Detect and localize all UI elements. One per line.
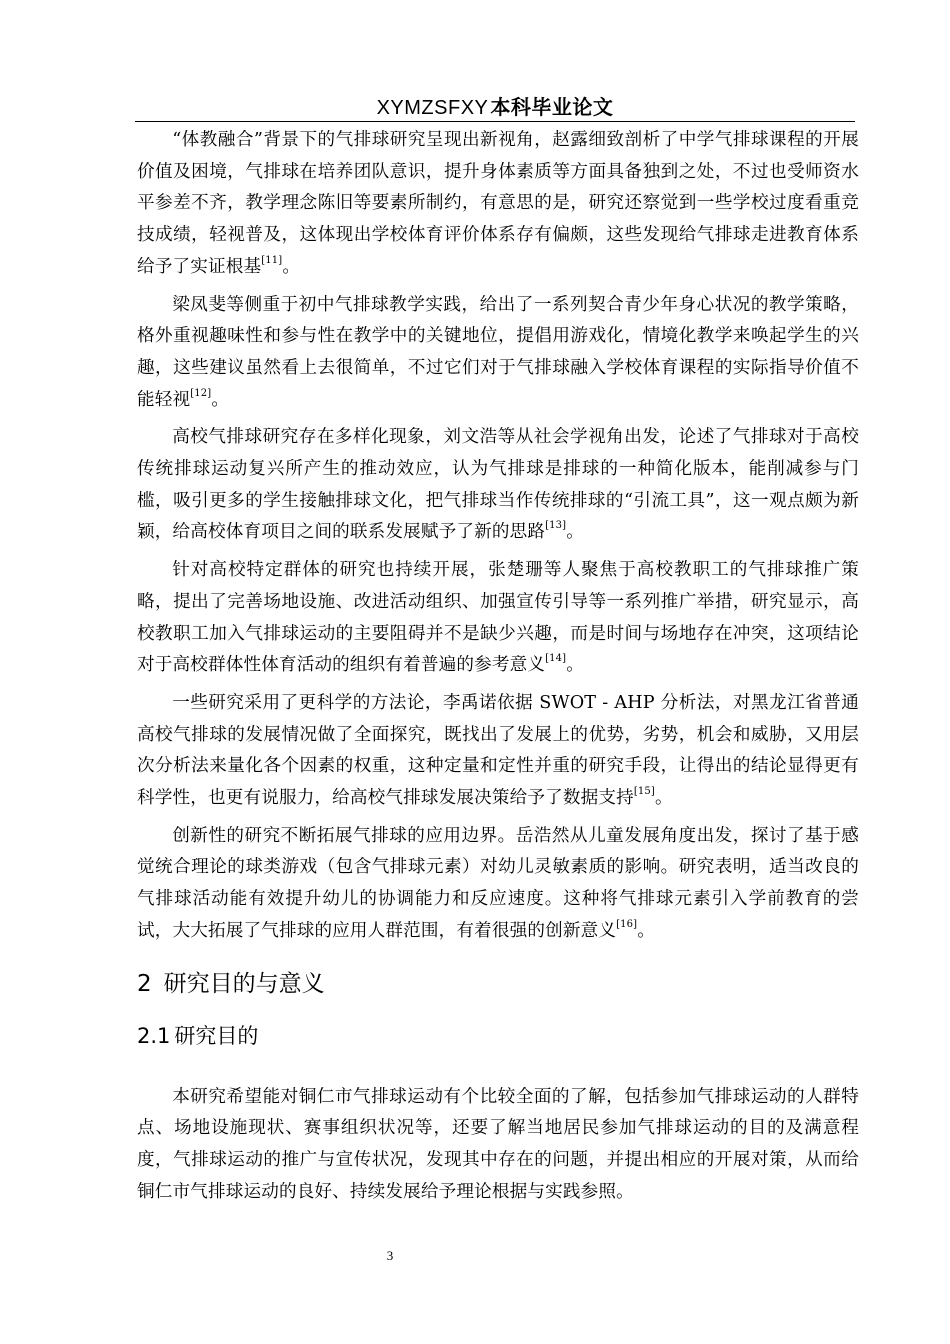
paragraph-zhao-lu: “体教融合”背景下的气排球研究呈现出新视角，赵露细致剖析了中学气排球课程的开展价值及困境，气排球在培养团队意识，提升身体素质等方面具备独到之处，不过也受师资水平参差不齐，教学理念陈旧等要素所制约，有意思的是，研究还察觉到一些学校过度看重竞技成绩，轻视普及，这体现出学校体育评价体系存有偏颇，这些发现给气排球走进教育体系给予了实证根基[11]。 [137,130,859,277]
citation-13: [13] [545,520,567,532]
section-number: 2 [137,970,152,997]
citation-16: [16] [616,918,638,930]
paragraph-li-yunuo: 一些研究采用了更科学的方法论，李禹诺依据 SWOT - AHP 分析法，对黑龙江省普通高校气排球的发展情况做了全面探究，既找出了发展上的优势，劣势，机会和威胁，又用层次分析法来量化各个因素的权重，这种定量和定性并重的研究手段，让得出的结论显得更有科学性，也更有说服力，给高校气排球发展决策给予了数据支持[15]。 [137,692,859,809]
paragraph-research-purpose: 本研究希望能对铜仁市气排球运动有个比较全面的了解，包括参加气排球运动的人群特点、场地设施现状、赛事组织状况等，还要了解当地居民参加气排球运动的目的及满意程度，气排球运动的推广与宣传状况，发现其中存在的问题，并提出相应的开展对策，从而给铜仁市气排球运动的良好、持续发展给予理论根据与实践参照。 [137,1086,859,1202]
section-heading [137,964,859,1004]
subsection-number: 2.1 [137,1023,171,1048]
paragraph-liang-fengfei: 梁凤斐等侧重于初中气排球教学实践，给出了一系列契合青少年身心状况的教学策略，格外重视趣味性和参与性在教学中的关键地位，提倡用游戏化，情境化教学来唤起学生的兴趣，这些建议虽然看上去很简单，不过它们对于气排球融入学校体育课程的实际指导价值不能轻视[12]。 [137,294,859,410]
citation-15: [15] [633,786,655,798]
paragraph-yue-haoran: 创新性的研究不断拓展气排球的应用边界。岳浩然从儿童发展角度出发，探讨了基于感觉统合理论的球类游戏（包含气排球元素）对幼儿灵敏素质的影响。研究表明，适当改良的气排球活动能有效提升幼儿的协调能力和反应速度。这种将气排球元素引入学前教育的尝试，大大拓展了气排球的应用人群范围，有着很强的创新意义[16]。 [137,825,859,941]
citation-14: [14] [545,653,567,665]
body-text [137,125,859,1214]
header-divider [135,121,855,122]
section-title: 研究目的与意义 [163,970,325,997]
citation-12: [12] [190,387,212,399]
page-header [135,92,855,122]
header-title: 本科毕业论文 [490,95,614,119]
paragraph-liu-wenhao: 高校气排球研究存在多样化现象，刘文浩等从社会学视角出发，论述了气排球对于高校传统排球运动复兴所产生的推动效应，认为气排球是排球的一种简化版本，能削减参与门槛，吸引更多的学生接触排球文化，把气排球当作传统排球的“引流工具”，这一观点颇为新颖，给高校体育项目之间的联系发展赋予了新的思路[13]。 [137,427,859,543]
subsection-heading [137,1018,859,1054]
paragraph-zhang-chushan: 针对高校特定群体的研究也持续开展，张楚珊等人聚焦于高校教职工的气排球推广策略，提出了完善场地设施、改进活动组织、加强宣传引导等一系列推广举措，研究显示，高校教职工加入气排球运动的主要阻碍并不是缺少兴趣，而是时间与场地存在冲突，这项结论对于高校群体性体育活动的组织有着普遍的参考意义[14]。 [137,560,859,676]
subsection-title: 研究目的 [174,1023,259,1048]
header-code: XYMZSFXY [376,97,489,119]
page-number: 3 [386,1248,394,1263]
citation-11: [11] [261,254,283,266]
